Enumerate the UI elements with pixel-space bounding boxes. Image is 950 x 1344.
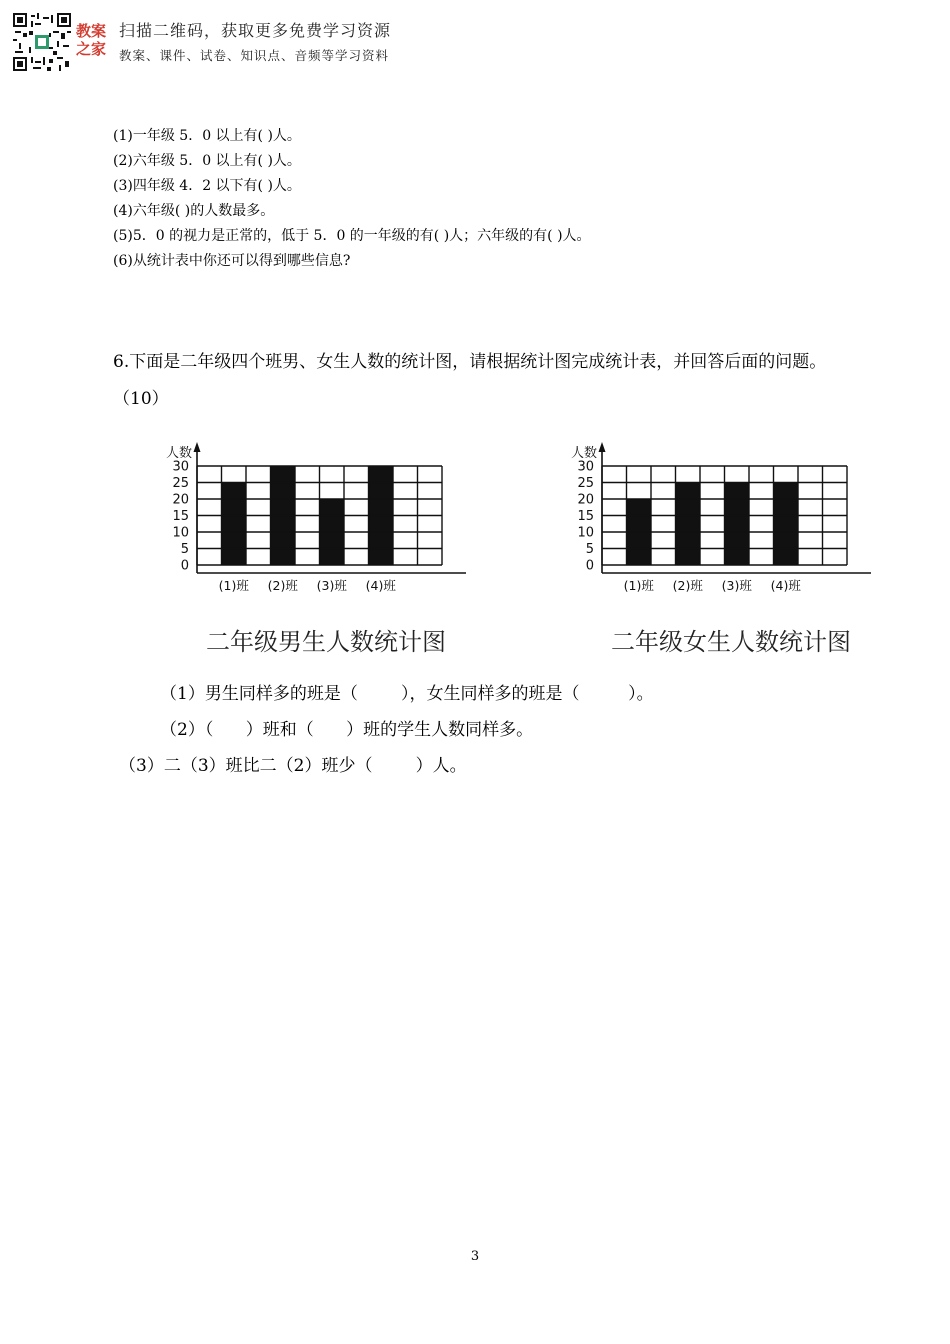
x-tick-label: (2)班 <box>267 578 298 593</box>
y-tick-label: 10 <box>577 525 594 541</box>
y-tick-label: 20 <box>577 492 594 508</box>
x-tick-label: (4)班 <box>770 578 801 593</box>
y-tick-label: 0 <box>585 558 594 574</box>
bar <box>222 483 247 566</box>
x-tick-label: (3)班 <box>316 578 347 593</box>
brand-line-1: 教案 <box>76 22 107 40</box>
x-tick-label: (4)班 <box>365 578 396 593</box>
y-tick-label: 15 <box>577 509 594 524</box>
boys-chart-svg <box>146 436 466 616</box>
qr-code-icon <box>13 13 71 71</box>
y-tick-label: 30 <box>172 459 189 475</box>
y-tick-label: 5 <box>180 542 189 557</box>
x-tick-label: (2)班 <box>672 578 703 593</box>
y-tick-label: 25 <box>577 476 594 491</box>
girls-bar-chart <box>551 436 871 666</box>
y-axis-label: 人数 <box>165 446 192 461</box>
question-list <box>113 124 591 274</box>
question-item: (2)六年级 5．0 以上有( )人。 <box>113 153 301 169</box>
y-tick-label: 20 <box>172 492 189 508</box>
y-tick-label: 15 <box>172 509 189 524</box>
boys-bar-chart <box>146 436 466 666</box>
page-number: 3 <box>470 1249 480 1264</box>
promo-line-2: 教案、课件、试卷、知识点、音频等学习资料 <box>119 48 390 63</box>
y-axis-arrow <box>599 442 606 452</box>
question-item: (6)从统计表中你还可以得到哪些信息? <box>113 253 351 269</box>
qr-code <box>13 13 71 71</box>
bar <box>676 483 701 566</box>
y-tick-label: 30 <box>577 459 594 475</box>
subquestion-3: （3）二（3）班比二（2）班少（ ）人。 <box>119 756 467 776</box>
subquestion-1: （1）男生同样多的班是（ ），女生同样多的班是（ ）。 <box>160 684 654 704</box>
question-item: (1)一年级 5．0 以上有( )人。 <box>113 128 301 144</box>
brand-logo <box>76 22 112 58</box>
boys-chart-title: 二年级男生人数统计图 <box>206 628 446 656</box>
subquestion-2: （2）（ ）班和（ ）班的学生人数同样多。 <box>160 720 534 740</box>
promo-line-1: 扫描二维码，获取更多免费学习资源 <box>119 21 392 40</box>
x-tick-label: (1)班 <box>218 578 249 593</box>
girls-chart-title: 二年级女生人数统计图 <box>611 628 851 656</box>
x-tick-label: (1)班 <box>623 578 654 593</box>
problem-6-text: 6.下面是二年级四个班男、女生人数的统计图，请根据统计图完成统计表，并回答后面的问题。（10） <box>113 352 827 409</box>
brand-line-2: 之家 <box>76 40 107 58</box>
y-tick-label: 5 <box>585 542 594 557</box>
y-axis-label: 人数 <box>570 446 597 461</box>
y-tick-label: 25 <box>172 476 189 491</box>
y-tick-label: 0 <box>180 558 189 574</box>
bar <box>725 483 750 566</box>
question-item: (5)5．0 的视力是正常的，低于 5．0 的一年级的有( )人；六年级的有( )人。 <box>113 228 591 244</box>
x-tick-label: (3)班 <box>721 578 752 593</box>
y-tick-label: 10 <box>172 525 189 541</box>
y-axis-arrow <box>194 442 201 452</box>
question-item: (3)四年级 4．2 以下有( )人。 <box>113 178 301 194</box>
girls-chart-svg <box>551 436 871 616</box>
question-item: (4)六年级( )的人数最多。 <box>113 203 275 219</box>
bar <box>774 483 799 566</box>
